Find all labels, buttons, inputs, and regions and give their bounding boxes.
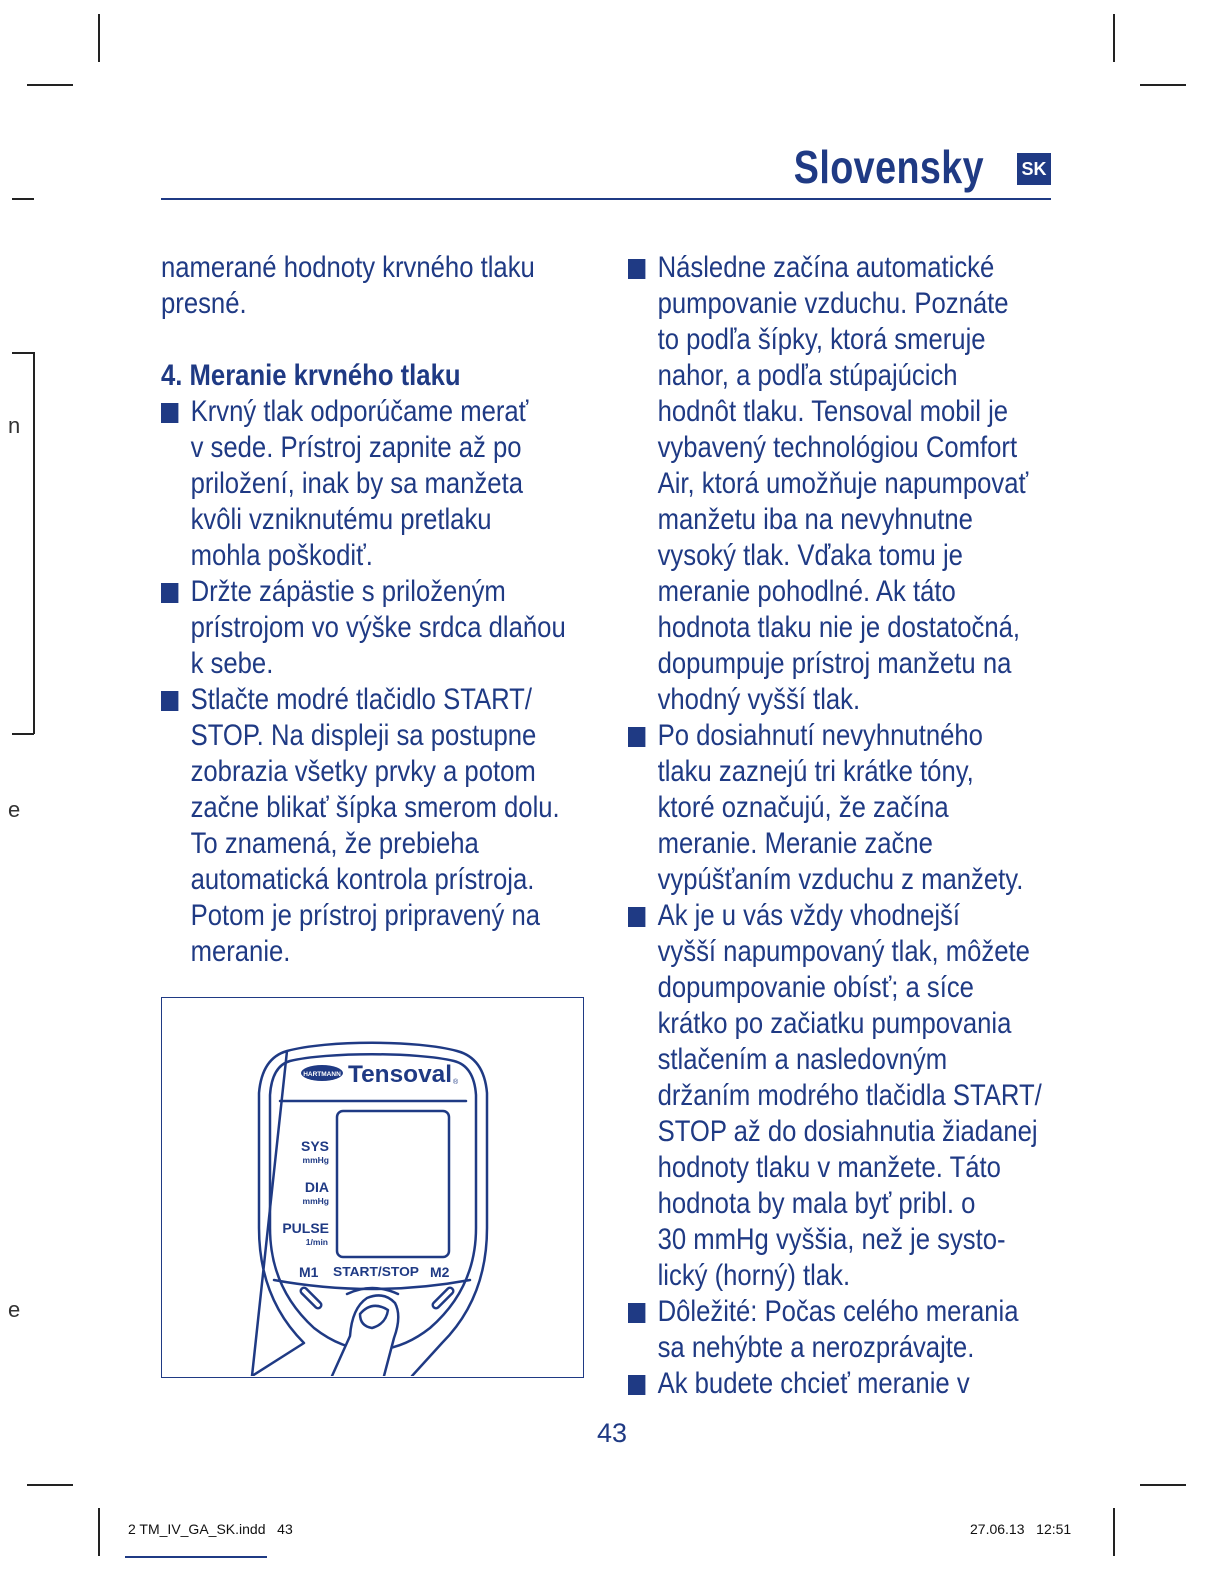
dia-unit: mmHg: [302, 1196, 329, 1206]
list-item: [628, 898, 1042, 1294]
list-item-line: automatická kontrola prístroja.: [190, 863, 535, 896]
bullet-square-icon: [161, 583, 178, 603]
list-item-line: to podľa šípky, ktorá smeruje: [657, 323, 986, 356]
list-item: [161, 574, 566, 682]
start-stop-label: START/STOP: [333, 1264, 420, 1279]
dia-label: DIA: [304, 1179, 329, 1195]
edge-fragment: e: [8, 797, 21, 822]
brand-name: Tensoval: [348, 1061, 452, 1088]
list-item: [161, 394, 544, 574]
list-item-line: priložení, inak by sa manžeta: [190, 467, 523, 500]
language-badge: SK: [1017, 153, 1051, 185]
list-item-line: hodnoty tlaku v manžete. Táto: [657, 1151, 1001, 1184]
list-item-line: prístrojom vo výške srdca dlaňou: [190, 611, 566, 644]
list-item-line: krátko po začiatku pumpovania: [657, 1007, 1012, 1040]
list-item-line: Následne začína automatické: [657, 251, 995, 284]
list-item: [628, 1366, 1020, 1402]
list-item: [628, 718, 1024, 898]
bullet-square-icon: [628, 727, 645, 747]
list-item-line: 30 mmHg vyššia, než je systo-: [657, 1223, 1006, 1256]
list-item-line: vypúšťaním vzduchu z manžety.: [657, 863, 1024, 896]
bullet-square-icon: [628, 907, 645, 927]
slug-date-info: 27.06.13 12:51: [970, 1521, 1072, 1537]
list-item-line: sa nehýbte a nerozprávajte.: [657, 1331, 975, 1364]
brand-mark: ®: [453, 1079, 459, 1086]
crop-mark: [27, 1484, 73, 1486]
list-item-line: nahor, a podľa stúpajúcich: [657, 359, 958, 392]
crop-mark: [98, 1508, 100, 1556]
list-item-line: Držte zápästie s priloženým: [190, 575, 506, 608]
body-text-line: presné.: [161, 287, 247, 320]
sys-unit: mmHg: [302, 1155, 329, 1165]
device-figure: [161, 997, 584, 1378]
list-item-line: STOP až do dosiahnutia žiadanej: [657, 1115, 1038, 1148]
crop-mark: [1113, 1508, 1115, 1556]
bullet-square-icon: [628, 1375, 645, 1395]
list-item: [161, 682, 560, 970]
list-item-line: Stlačte modré tlačidlo START/: [190, 683, 532, 716]
pulse-label: PULSE: [282, 1220, 329, 1236]
finger-icon: [332, 1295, 398, 1376]
list-item-line: vybavený technológiou Comfort: [657, 431, 1018, 464]
list-item-line: k sebe.: [190, 647, 274, 680]
sys-label: SYS: [300, 1138, 329, 1154]
blood-pressure-monitor-illustration: [162, 998, 582, 1376]
list-item: [628, 1294, 1020, 1366]
list-item-line: Po dosiahnutí nevyhnutného: [657, 719, 983, 752]
edge-fragment: e: [8, 1297, 21, 1322]
edge-fragment: n: [8, 413, 21, 438]
list-item-line: hodnôt tlaku. Tensoval mobil je: [657, 395, 1009, 428]
list-item-line: držaním modrého tlačidla START/: [657, 1079, 1042, 1112]
list-item-line: lický (horný) tlak.: [657, 1259, 851, 1292]
list-item-line: hodnota by mala byť pribl. o: [657, 1187, 976, 1220]
list-item-line: vysoký tlak. Vďaka tomu je: [657, 539, 963, 572]
slug-file-info: 2 TM_IV_GA_SK.indd 43: [128, 1521, 293, 1537]
left-column: [161, 250, 601, 970]
body-text-line: namerané hodnoty krvného tlaku: [161, 251, 535, 284]
list-item-line: Air, ktorá umožňuje napumpovať: [657, 467, 1029, 500]
section-heading: 4. Meranie krvného tlaku: [161, 359, 461, 392]
list-item-line: stlačením a nasledovným: [657, 1043, 948, 1076]
page-number: 43: [596, 1418, 628, 1448]
list-item-line: meranie.: [190, 935, 291, 968]
crop-mark: [12, 733, 34, 735]
list-item-line: pumpovanie vzduchu. Poznáte: [657, 287, 1009, 320]
list-item-line: vhodný vyšší tlak.: [657, 683, 861, 716]
crop-mark: [125, 1556, 267, 1558]
crop-mark: [33, 352, 35, 734]
list-item-line: STOP. Na displeji sa postupne: [190, 719, 537, 752]
list-item-line: začne blikať šípka smerom dolu.: [190, 791, 560, 824]
list-item-line: Potom je prístroj pripravený na: [190, 899, 541, 932]
bullet-square-icon: [628, 259, 645, 279]
list-item-line: manžetu iba na nevyhnutne: [657, 503, 973, 536]
list-item-line: kvôli vzniknutému pretlaku: [190, 503, 492, 536]
m1-label: M1: [299, 1264, 319, 1280]
list-item-line: dopumpovanie obísť; a síce: [657, 971, 974, 1004]
right-column: [628, 250, 1078, 1402]
list-item-line: ktoré označujú, že začína: [657, 791, 949, 824]
pulse-unit: 1/min: [305, 1237, 328, 1247]
list-item-line: Dôležité: Počas celého merania: [657, 1295, 1019, 1328]
list-item-line: Ak je u vás vždy vhodnejší: [657, 899, 961, 932]
list-item-line: vyšší napumpovaný tlak, môžete: [657, 935, 1030, 968]
list-item-line: zobrazia všetky prvky a potom: [190, 755, 536, 788]
display-screen: [337, 1111, 449, 1257]
bullet-square-icon: [161, 403, 178, 423]
list-item-line: v sede. Prístroj zapnite až po: [190, 431, 522, 464]
list-item: [628, 250, 1029, 718]
page-title: Slovensky: [793, 141, 984, 193]
crop-mark: [1140, 84, 1186, 86]
crop-mark: [1140, 1484, 1186, 1486]
list-item-line: Krvný tlak odporúčame merať: [190, 395, 529, 428]
crop-mark: [12, 198, 34, 200]
list-item-line: Ak budete chcieť meranie v: [657, 1367, 970, 1400]
crop-mark: [98, 14, 100, 62]
header-rule: [161, 198, 1051, 200]
list-item-line: tlaku zaznejú tri krátke tóny,: [657, 755, 974, 788]
list-item-line: hodnota tlaku nie je dostatočná,: [657, 611, 1021, 644]
list-item-line: dopumpuje prístroj manžetu na: [657, 647, 1012, 680]
list-item-line: To znamená, že prebieha: [190, 827, 479, 860]
m2-label: M2: [430, 1264, 450, 1280]
crop-mark: [27, 84, 73, 86]
hartmann-logo: [301, 1065, 343, 1081]
bullet-square-icon: [628, 1303, 645, 1323]
list-item-line: meranie. Meranie začne: [657, 827, 933, 860]
crop-mark: [12, 352, 34, 354]
bullet-square-icon: [161, 691, 178, 711]
crop-mark: [1113, 14, 1115, 62]
list-item-line: mohla poškodiť.: [190, 539, 373, 572]
list-item-line: meranie pohodlné. Ak táto: [657, 575, 956, 608]
maker-badge: HARTMANN: [303, 1071, 341, 1078]
